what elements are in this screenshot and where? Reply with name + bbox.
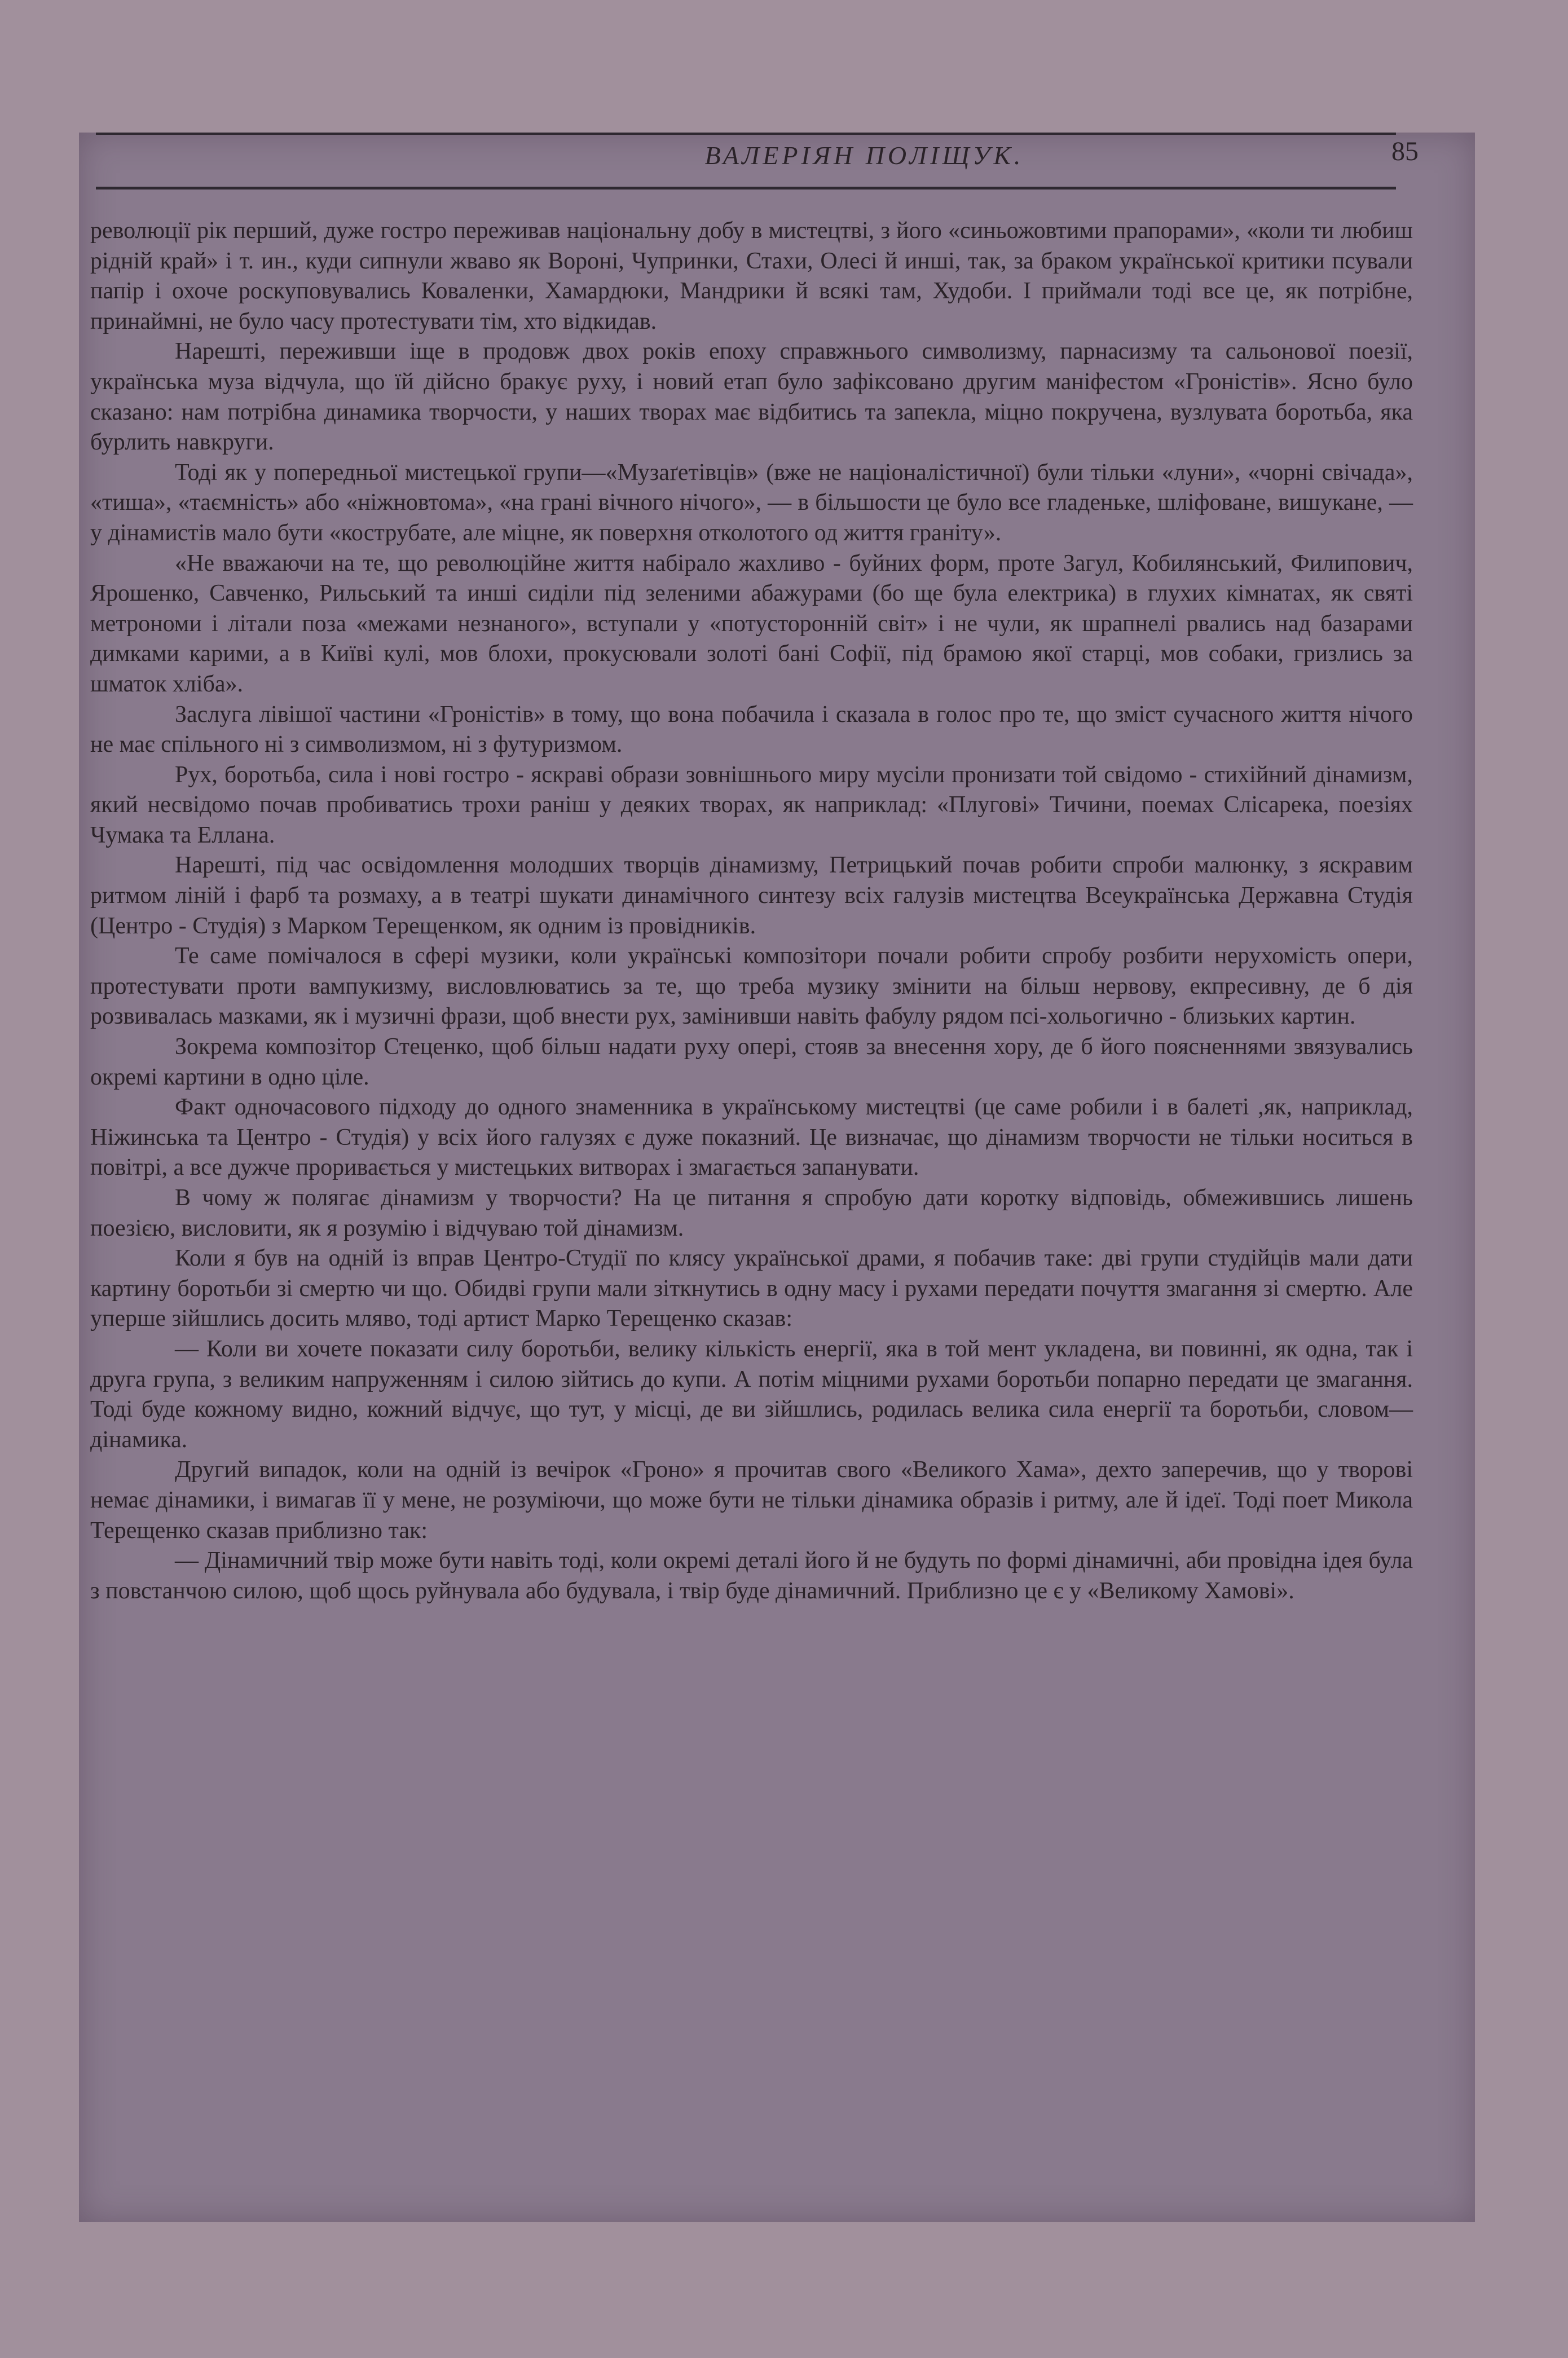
paragraph: Заслуга лівішої частини «Гроністів» в тому, що вона побачила і сказала в голос про те, що зміст сучасного життя нічого не має спільного ні з символизмом, ні з футуризмом.: [90, 701, 1413, 758]
paragraph: «Не вважаючи на те, що революційне життя набірало жахливо - буйних форм, проте Загул, Кобилянський, Филипович, Ярошенко, Савченко, Рильський та инші сиділи під зеленими абажурами (бо ще була електрика) в глухих кімнатах, як святі метрономи і літали поза «межами незнаного», вступали у «потусторонній світ» і не чули, як шрапнелі рвались над базарами димками карими, а в Київі кулі, мов блохи, прокусювали золоті бані Софії, під брамою якої старці, мов собаки, гризлись за шматок хліба».: [90, 550, 1413, 697]
paragraph: Тоді як у попередньої мистецької групи—«Музаґетівців» (вже не націоналістичної) були тільки «луни», «чорні свічада», «тиша», «таємність» або «ніжновтома», «на грані вічного нічого», — в більшости це було все гладеньке, шліфоване, вишукане, — у дінамистів мало бути «кострубате, але міцне, як поверхня отколотого од життя граніту».: [90, 459, 1413, 546]
header-top-rule: [96, 133, 1396, 135]
page-number: 85: [1391, 136, 1419, 166]
paragraph: Те саме помічалося в сфері музики, коли українські композітори почали робити спробу розбити нерухомість опери, протестувати проти вампукизму, висловлюватись за те, що треба музику змінити на більш нервову, екпресивну, де б дія розвивалась мазками, як і музичні фрази, щоб внести рух, замінивши навіть фабулу рядом псі-хольогично - близьких картин.: [90, 943, 1413, 1030]
paragraph: В чому ж полягає дінамизм у творчости? На це питання я спробую дати коротку відповідь, обмежившись лишень поезією, висловити, як я розумію і відчуваю той дінамизм.: [90, 1185, 1413, 1241]
running-title: ВАЛЕРІЯН ПОЛІЩУК.: [704, 141, 1024, 170]
paragraph: — Коли ви хочете показати силу боротьби, велику кількість енергії, яка в той мент укладена, ви повинні, як одна, так і друга група, з великим напруженням і силою зійтись до купи. А потім міцними рухами боротьби попарно передати це змагання. Тоді буде кожному видно, кожний відчує, що тут, у місці, де ви зійшлись, родилась велика сила енергії та боротьби, словом—дінамика.: [90, 1336, 1413, 1453]
header-bottom-rule: [96, 187, 1396, 189]
body-text: [90, 216, 1413, 1606]
paragraph: Зокрема композітор Стеценко, щоб більш надати руху опері, стояв за внесення хору, де б його поясненнями звязувались окремі картини в одно ціле.: [90, 1034, 1413, 1090]
paragraph: Рух, боротьба, сила і нові гостро - яскраві образи зовнішнього миру мусіли пронизати той свідомо - стихійний дінамизм, який несвідомо почав пробиватись трохи раніш у деяких творах, як наприклад: «Плугові» Тичини, поемах Слісарека, поезіях Чумака та Еллана.: [90, 761, 1413, 848]
paragraph: Другий випадок, коли на одній із вечірок «Гроно» я прочитав свого «Великого Хама», дехто заперечив, що у творові немає дінамики, і вимагав її у мене, не розуміючи, що може бути не тільки дінамика образів і ритму, але й ідеї. Тоді поет Микола Терещенко сказав приблизно так:: [90, 1457, 1413, 1544]
page-header: [96, 133, 1419, 196]
paragraph: революції рік перший, дуже гостро переживав національну добу в мистецтві, з його «синьожовтими прапорами», «коли ти любиш рідній край» і т. ин., куди сипнули жваво як Вороні, Чупринки, Стахи, Олесі й инші, так, за браком української критики псували папір і охоче роскуповувались Коваленки, Хамардюки, Мандрики й всякі там, Худоби. І приймали тоді все це, як потрібне, принаймні, не було часу протестувати тім, хто відкидав.: [90, 218, 1413, 334]
book-page: [79, 133, 1475, 2222]
paragraph: Нарешті, переживши іще в продовж двох років епоху справжнього символизму, парнасизму та сальонової поезії, українська муза відчула, що їй дійсно бракує руху, і новий етап було зафіксовано другим маніфестом «Гроністів». Ясно було сказано: нам потрібна динамика творчости, у наших творах має відбитись та запекла, міцно покручена, вузлувата боротьба, яка бурлить навкруги.: [90, 338, 1413, 456]
paragraph: — Дінамичний твір може бути навіть тоді, коли окремі деталі його й не будуть по формі дінамичні, аби провідна ідея була з повстанчою силою, щоб щось руйнувала або будувала, і твір буде дінамичний. Приблизно це є у «Великому Хамові».: [90, 1548, 1413, 1604]
paragraph: Нарешті, під час освідомлення молодших творців дінамизму, Петрицький почав робити спроби малюнку, з яскравим ритмом ліній і фарб та розмаху, а в театрі шукати динамічного синтезу всіх галузів мистецтва Всеукраїнська Державна Студія (Центро - Студія) з Марком Терещенком, як одним із провідників.: [90, 852, 1413, 939]
paragraph: Факт одночасового підходу до одного знаменника в українському мистецтві (це саме робили і в балеті ,як, наприклад, Ніжинська та Центро - Студія) у всіх його галузях є дуже показний. Це визначає, що дінамизм творчости не тільки носиться в повітрі, а все дужче проривається у мистецьких витворах і змагається запанувати.: [90, 1094, 1413, 1181]
paragraph: Коли я був на одній із вправ Центро-Студії по клясу української драми, я побачив таке: дві групи студійців мали дати картину боротьби зі смертю чи що. Обидві групи мали зіткнутись в одну масу і рухами передати почуття змагання зі смертю. Але уперше зійшлись досить мляво, тоді артист Марко Терещенко сказав:: [90, 1245, 1413, 1332]
